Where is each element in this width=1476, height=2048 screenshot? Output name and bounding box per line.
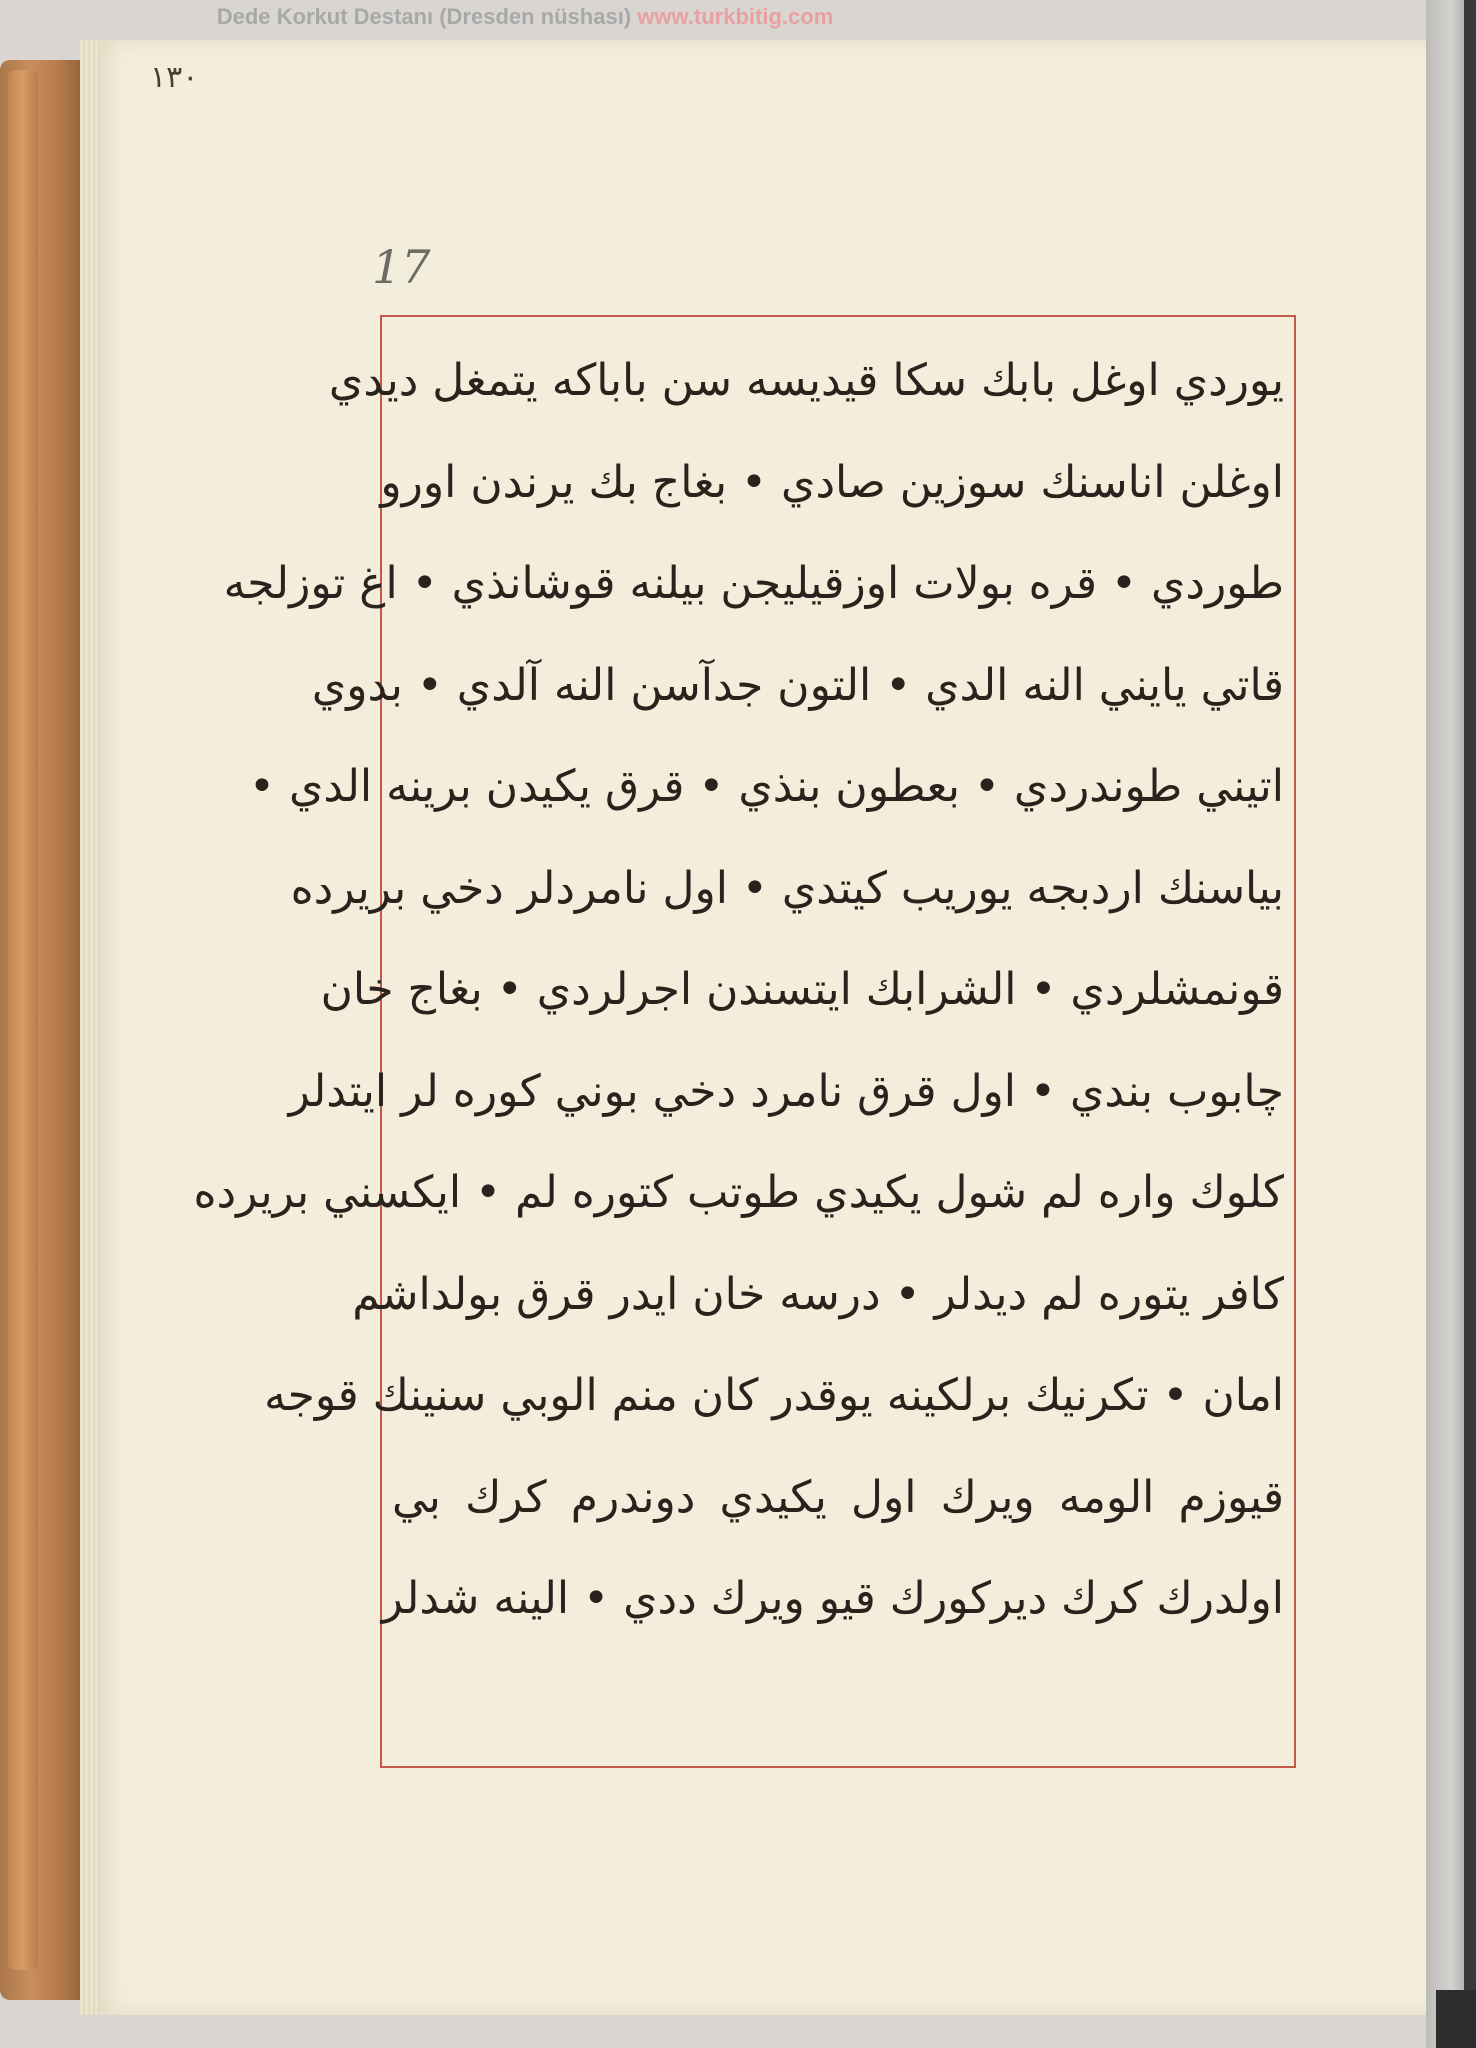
text-line: كلوك واره لم شول يكيدي طوتب كتوره لم • ايكسني بريرده bbox=[193, 1167, 1284, 1218]
text-line: قيوزم الومه ويرك اول يكيدي دوندرم كرك بي bbox=[392, 1471, 1284, 1523]
text-line: قاتي يايني النه الدي • التون جدآسن النه آلدي • بدوي bbox=[311, 659, 1284, 711]
text-line: قونمشلردي • الشرابك ايتسندن اجرلردي • بغاج خان bbox=[320, 964, 1284, 1015]
text-line: كافر يتوره لم ديدلر • درسه خان ايدر قرق بولداشم bbox=[352, 1268, 1284, 1320]
header-watermark bbox=[0, 4, 1050, 30]
header-title: Dede Korkut Destanı (Dresden nüshası) bbox=[216, 4, 632, 29]
text-line: يوردي اوغل بابك سكا قيديسه سن باباكه يتمغل ديدي bbox=[328, 355, 1284, 406]
manuscript-text-block bbox=[193, 330, 1284, 1755]
text-line: اولدرك كرك ديركورك قيو ويرك ددي • الينه شدلر bbox=[381, 1573, 1284, 1624]
right-dark-edge bbox=[1464, 0, 1476, 2048]
header-site-link[interactable]: www.turkbitig.com bbox=[637, 4, 834, 29]
text-line: امان • تكرنيك برلكينه يوقدر كان منم الوبي سنينك قوجه bbox=[264, 1370, 1284, 1421]
page-number: ۱۳۰ bbox=[150, 60, 199, 95]
text-line: طوردي • قره بولات اوزقيليجن بيلنه قوشانذي • اغ توزلجه bbox=[223, 558, 1284, 609]
text-line: چابوب بندي • اول قرق نامرد دخي بوني كوره لر ايتدلر bbox=[288, 1065, 1284, 1117]
text-line: اوغلن اناسنك سوزين صادي • بغاج بك يرندن اورو bbox=[380, 456, 1284, 508]
book-spine bbox=[8, 70, 38, 1970]
text-line: اتيني طوندردي • بعطون بنذي • قرق يكيدن برينه الدي • bbox=[249, 761, 1284, 812]
text-line: بياسنك اردبجه يوريب كيتدي • اول نامردلر دخي بريرده bbox=[290, 862, 1284, 914]
folio-number: 17 bbox=[372, 240, 431, 294]
right-dark-edge-bottom bbox=[1436, 1990, 1476, 2048]
